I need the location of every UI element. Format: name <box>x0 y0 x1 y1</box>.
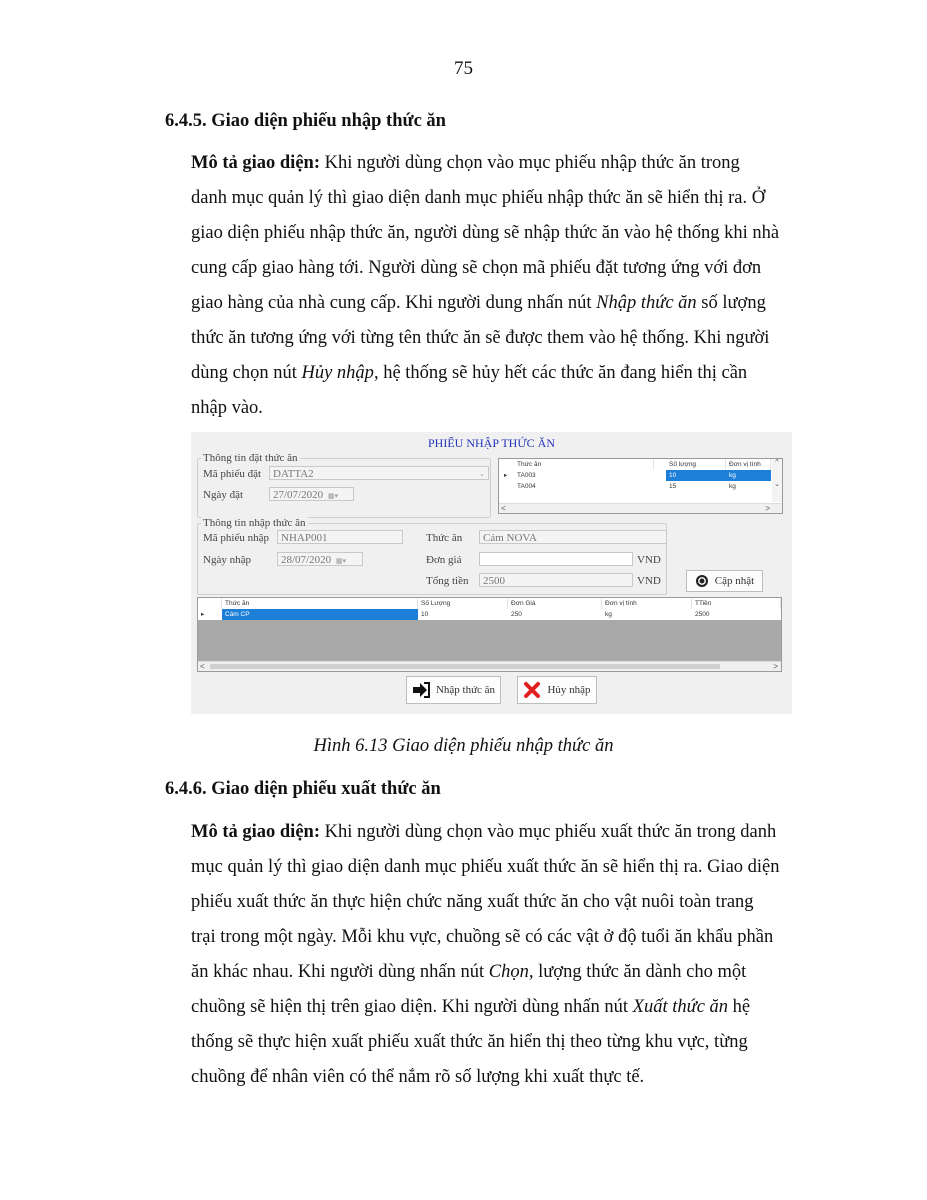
import-food-button[interactable]: Nhập thức ăn <box>406 676 501 704</box>
table-row[interactable]: ▸ Cám CP 10 250 kg 2500 <box>198 609 781 620</box>
order-code-label: Mã phiếu đặt <box>203 468 262 480</box>
table-row[interactable]: ▸ TA003 10 kg <box>499 470 782 481</box>
vertical-scrollbar[interactable]: ^ ⌄ <box>772 459 782 502</box>
total-field[interactable]: 2500 <box>479 573 633 587</box>
order-date-label: Ngày đặt <box>203 489 244 501</box>
page-number: 75 <box>454 58 473 79</box>
total-unit: VND <box>637 575 661 587</box>
lead-label: Mô tả giao diện: <box>191 822 320 842</box>
order-items-grid[interactable] <box>498 458 783 514</box>
food-label: Thức ăn <box>426 532 463 544</box>
row-pointer-icon: ▸ <box>504 472 508 479</box>
section-heading-6-4-5: 6.4.5. Giao diện phiếu nhập thức ăn <box>165 111 446 131</box>
price-unit: VND <box>637 554 661 566</box>
figure-caption: Hình 6.13 Giao diện phiếu nhập thức ăn <box>313 736 614 756</box>
horizontal-scrollbar[interactable]: < > <box>499 503 782 513</box>
import-detail-grid[interactable] <box>197 597 782 672</box>
price-input[interactable] <box>479 552 633 566</box>
import-form-screenshot <box>191 432 792 714</box>
section-6-4-5-paragraph: Mô tả giao diện: Khi người dùng chọn vào mục phiếu nhập thức ăn trong danh mục quản lý thì giao diện danh mục phiếu nhập thức ăn sẽ hiển thị ra. Ở giao diện phiếu nhập thức ăn, người dùng sẽ nhập thức ăn vào hệ thống khi nhà cung cấp giao hàng tới. Người dùng sẽ chọn mã phiếu đặt tương ứng với đơn giao hàng của nhà cung cấp. Khi người dung nhấn nút Nhập thức ăn số lượng thức ăn tương ứng với từng tên thức ăn sẽ được them vào hệ thống. Khi người dùng chọn nút Hủy nhập, hệ thống sẽ hủy hết các thức ăn đang hiển thị cần nhập vào. <box>191 153 780 418</box>
section-6-4-6-paragraph: Mô tả giao diện: Khi người dùng chọn vào mục phiếu xuất thức ăn trong danh mục quản lý thì giao diện danh mục phiếu xuất thức ăn sẽ hiển thị ra. Giao diện phiếu xuất thức ăn thực hiện chức năng xuất thức ăn cho vật nuôi toàn trang trại trong một ngày. Mỗi khu vực, chuồng sẽ có các vật ở độ tuổi ăn khẩu phần ăn khác nhau. Khi người dùng nhấn nút Chọn, lượng thức ăn dành cho một chuồng sẽ hiện thị trên giao diện. Khi người dùng nhấn nút Xuất thức ăn hệ thống sẽ thực hiện xuất phiếu xuất thức ăn hiển thị theo từng khu vực, từng chuồng để nhân viên có thể nắm rõ số lượng khi xuất thực tế. <box>191 822 780 1087</box>
grid-header: Thức ăn Số Lượng Đơn Giá Đơn vị tính TTiền <box>198 598 781 609</box>
row-pointer-icon: ▸ <box>201 611 205 618</box>
import-code-field[interactable]: NHAP001 <box>277 530 403 544</box>
update-button[interactable]: Cập nhật <box>686 570 763 592</box>
calendar-icon: ▦▾ <box>335 557 347 565</box>
close-icon <box>523 681 541 699</box>
chevron-down-icon: ⌄ <box>479 470 485 478</box>
calendar-icon: ▦▾ <box>327 492 339 500</box>
lead-label: Mô tả giao diện: <box>191 153 320 173</box>
order-date-picker[interactable]: 27/07/2020 ▦▾ <box>269 487 354 501</box>
order-info-legend: Thông tin đặt thức ăn <box>203 452 298 464</box>
order-code-select[interactable]: DATTA2 ⌄ <box>269 466 489 480</box>
import-info-legend: Thông tin nhập thức ăn <box>203 517 306 529</box>
section-heading-6-4-6: 6.4.6. Giao diện phiếu xuất thức ăn <box>165 779 441 799</box>
form-title: PHIẾU NHẬP THỨC ĂN <box>428 436 555 450</box>
total-label: Tổng tiền <box>426 575 469 587</box>
enter-arrow-icon <box>412 682 430 698</box>
table-row[interactable]: TA004 15 kg <box>517 483 736 490</box>
refresh-icon <box>695 574 709 588</box>
import-code-label: Mã phiếu nhập <box>203 532 269 544</box>
import-date-picker[interactable]: 28/07/2020 ▦▾ <box>277 552 363 566</box>
price-label: Đơn giá <box>426 554 462 566</box>
grid-header: Thức ăn Số lượng Đơn vị tính <box>499 459 782 470</box>
import-date-label: Ngày nhập <box>203 554 251 566</box>
horizontal-scrollbar[interactable]: < > <box>198 661 781 671</box>
food-field[interactable]: Cám NOVA <box>479 530 667 544</box>
cancel-import-button[interactable]: Hủy nhập <box>517 676 597 704</box>
